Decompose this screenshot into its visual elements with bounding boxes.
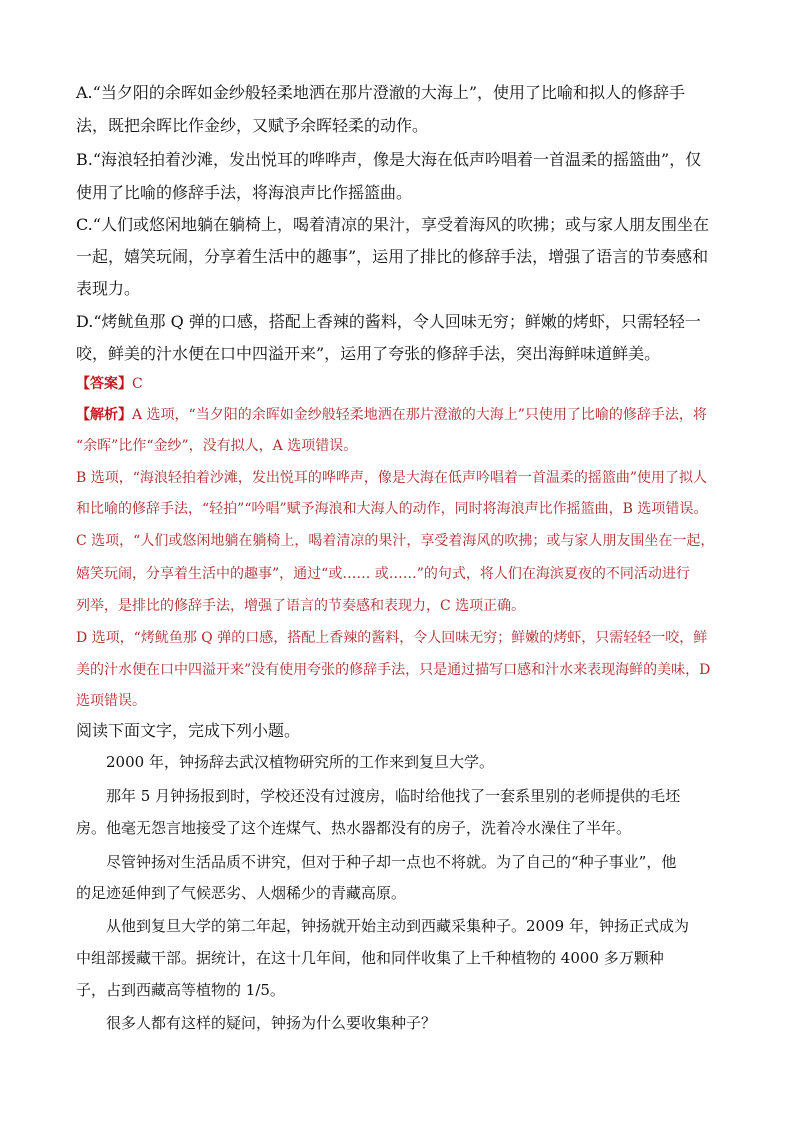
analysis-line-1 xyxy=(76,404,707,424)
option-d-line-1: D.“烤鱿鱼那 Q 弹的口感，搭配上香辣的酱料，令人回味无穷；鲜嫩的烤虾，只需轻轻一 xyxy=(76,312,701,331)
passage-paragraph-3-line-2: 的足迹延伸到了气候恶劣、人烟稀少的青藏高原。 xyxy=(76,884,407,902)
passage-paragraph-4-line-1: 从他到复旦大学的第二年起，钟扬就开始主动到西藏采集种子。2009 年，钟扬正式成为 xyxy=(106,917,689,935)
passage-paragraph-1: 2000 年，钟扬辞去武汉植物研究所的工作来到复旦大学。 xyxy=(106,753,494,771)
answer-label: 【答案】 xyxy=(76,376,132,392)
analysis-line-7: 列举，是排比的修辞手法，增强了语言的节奏感和表现力，C 选项正确。 xyxy=(76,598,526,614)
analysis-line-8: D 选项，“烤鱿鱼那 Q 弹的口感，搭配上香辣的酱料，令人回味无穷；鲜嫩的烤虾，只需轻轻一咬，鲜 xyxy=(76,630,708,646)
option-b-line-2: 使用了比喻的修辞手法，将海浪声比作摇篮曲。 xyxy=(76,183,413,202)
option-a-line-1: A.“当夕阳的余晖如金纱般轻柔地洒在那片澄澈的大海上”，使用了比喻和拟人的修辞手 xyxy=(76,83,686,102)
answer-line xyxy=(76,373,143,393)
passage-paragraph-3-line-1: 尽管钟扬对生活品质不讲究，但对于种子却一点也不将就。为了自己的“种子事业”，他 xyxy=(106,853,677,871)
analysis-label: 【解析】 xyxy=(76,407,132,423)
analysis-line-10: 选项错误。 xyxy=(76,693,146,709)
analysis-line-5: C 选项，“人们或悠闲地躺在躺椅上，喝着清凉的果汁，享受着海风的吹拂；或与家人朋友围坐在一起， xyxy=(76,533,715,549)
analysis-line-3: B 选项，“海浪轻拍着沙滩，发出悦耳的哗哗声，像是大海在低声吟唱着一首温柔的摇篮曲”使用了拟人 xyxy=(76,470,708,486)
option-b-line-1: B.“海浪轻拍着沙滩，发出悦耳的哗哗声，像是大海在低声吟唱着一首温柔的摇篮曲”，仅 xyxy=(76,150,702,169)
passage-paragraph-2-line-2: 房。他毫无怨言地接受了这个连煤气、热水器都没有的房子，洗着冷水澡住了半年。 xyxy=(76,819,632,837)
option-a-line-2: 法，既把余晖比作金纱，又赋予余晖轻柔的动作。 xyxy=(76,116,429,135)
option-d-line-2: 咬，鲜美的汁水便在口中四溢开来”，运用了夸张的修辞手法，突出海鲜味道鲜美。 xyxy=(76,344,661,363)
passage-paragraph-2-line-1: 那年 5 月钟扬报到时，学校还没有过渡房，临时给他找了一套系里别的老师提供的毛坯 xyxy=(106,787,681,805)
passage-paragraph-4-line-3: 子，占到西藏高等植物的 1/5。 xyxy=(76,981,285,999)
analysis-line-9: 美的汁水便在口中四溢开来”没有使用夸张的修辞手法，只是通过描写口感和汁水来表现海鲜的美味，D xyxy=(76,662,711,678)
reading-instruction: 阅读下面文字，完成下列小题。 xyxy=(76,721,301,740)
option-c-line-3: 表现力。 xyxy=(76,279,141,298)
option-c-line-2: 一起，嬉笑玩闹，分享着生活中的趣事”，运用了排比的修辞手法，增强了语言的节奏感和 xyxy=(76,247,709,266)
analysis-line-4: 和比喻的修辞手法，“轻拍”“吟唱”赋予海浪和大海人的动作，同时将海浪声比作摇篮曲，B 选项错误。 xyxy=(76,501,708,517)
passage-paragraph-5: 很多人都有这样的疑问，钟扬为什么要收集种子？ xyxy=(106,1014,437,1032)
analysis-line-6: 嬉笑玩闹，分享着生活中的趣事”，通过“或…… 或……”的句式，将人们在海滨夏夜的不同活动进行 xyxy=(76,566,690,582)
passage-paragraph-4-line-2: 中组部援藏干部。据统计，在这十几年间，他和同伴收集了上千种植物的 4000 多万颗种 xyxy=(76,949,664,967)
analysis-text-1: A 选项，“当夕阳的余晖如金纱般轻柔地洒在那片澄澈的大海上”只使用了比喻的修辞手法，将 xyxy=(132,407,707,423)
option-c-line-1: C.“人们或悠闲地躺在躺椅上，喝着清凉的果汁，享受着海风的吹拂；或与家人朋友围坐在 xyxy=(76,215,709,234)
analysis-line-2: “余晖”比作“金纱”，没有拟人，A 选项错误。 xyxy=(76,438,358,454)
answer-value: C xyxy=(132,376,143,392)
